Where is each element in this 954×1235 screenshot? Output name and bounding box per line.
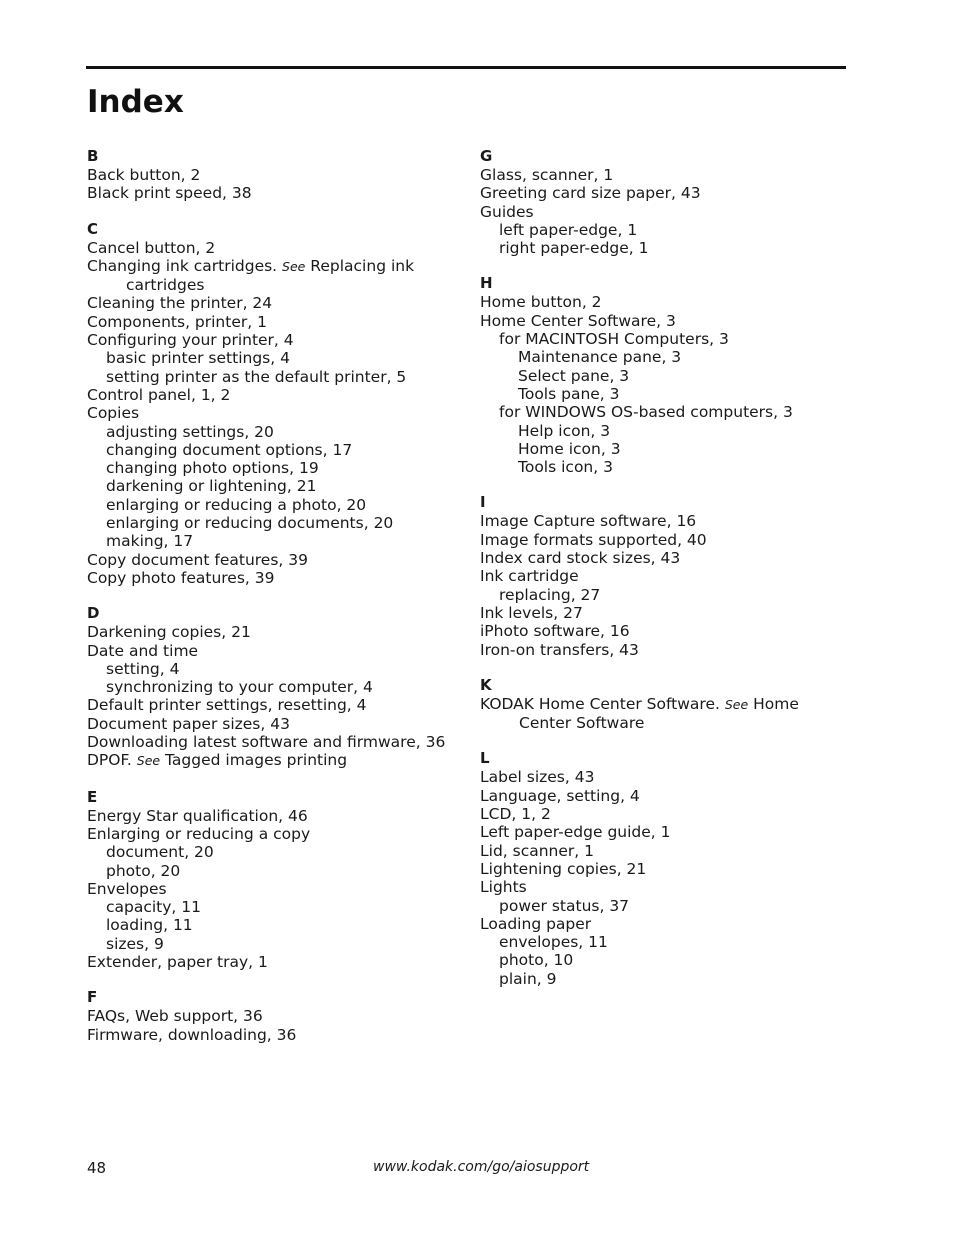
index-entry: Black print speed, 38 (87, 184, 252, 203)
index-entry: LCD, 1, 2 (480, 805, 551, 824)
index-subentry: sizes, 9 (106, 934, 164, 953)
section-letter: L (480, 749, 490, 768)
index-entry: Components, printer, 1 (87, 312, 267, 331)
index-entry: Greeting card size paper, 43 (480, 184, 701, 203)
index-entry: Lights (480, 878, 527, 897)
index-subentry: power status, 37 (499, 896, 630, 915)
section-letter: B (87, 147, 99, 165)
index-entry: Darkening copies, 21 (87, 623, 251, 642)
index-section-k (480, 676, 855, 733)
index-entry: Loading paper (480, 914, 592, 933)
index-entry: Ink levels, 27 (480, 603, 583, 622)
index-subentry: photo, 20 (106, 861, 181, 880)
index-entry: Home Center Software, 3 (480, 311, 676, 330)
index-entry: Envelopes (87, 879, 167, 898)
index-entry: Iron-on transfers, 43 (480, 640, 639, 659)
index-subentry: loading, 11 (106, 916, 193, 935)
entry-text: KODAK Home Center Software. (480, 694, 725, 713)
index-subentry: document, 20 (106, 843, 214, 862)
index-subsubentry: Tools pane, 3 (518, 384, 620, 403)
index-section-c (87, 220, 462, 588)
index-subentry: changing document options, 17 (106, 440, 353, 459)
index-section-e (87, 788, 462, 972)
index-entry-cross-reference (87, 257, 462, 276)
index-subentry: basic printer settings, 4 (106, 349, 290, 368)
index-entry: Ink cartridge (480, 567, 579, 586)
index-subsubentry: Help icon, 3 (518, 421, 611, 440)
index-section-l (480, 749, 855, 988)
section-letter: H (480, 274, 493, 293)
index-entry: Default printer settings, resetting, 4 (87, 696, 367, 715)
index-entry: Date and time (87, 641, 199, 660)
index-entry: Copy photo features, 39 (87, 568, 275, 587)
index-entry: Left paper-edge guide, 1 (480, 823, 671, 842)
page-number: 48 (87, 1159, 107, 1177)
index-subentry: plain, 9 (499, 969, 557, 988)
index-subentry: envelopes, 11 (499, 933, 608, 952)
index-subsubentry: Home icon, 3 (518, 439, 621, 458)
index-entry: Lid, scanner, 1 (480, 841, 595, 860)
index-subentry: synchronizing to your computer, 4 (106, 678, 373, 697)
index-entry: Document paper sizes, 43 (87, 714, 290, 733)
index-entry: Enlarging or reducing a copy (87, 824, 311, 843)
index-entry-continuation: cartridges (126, 276, 205, 295)
section-letter: C (87, 219, 99, 238)
index-entry: Image formats supported, 40 (480, 530, 707, 549)
index-subsubentry: Tools icon, 3 (518, 458, 613, 477)
index-section-f (87, 988, 462, 1044)
index-subentry: setting, 4 (106, 659, 180, 678)
section-letter: K (480, 675, 492, 694)
index-entry: Energy Star qualification, 46 (87, 806, 308, 825)
index-entry: Label sizes, 43 (480, 768, 595, 787)
index-column-right (480, 144, 855, 1005)
index-entry: Copy document features, 39 (87, 550, 308, 569)
index-subentry: enlarging or reducing a photo, 20 (106, 495, 367, 514)
index-entry: Cleaning the printer, 24 (87, 294, 273, 313)
index-entry: Image Capture software, 16 (480, 512, 697, 531)
index-entry: Firmware, downloading, 36 (87, 1025, 297, 1044)
index-entry-cross-reference (87, 751, 462, 770)
index-entry-cross-reference (480, 695, 855, 714)
index-entry: Cancel button, 2 (87, 238, 216, 257)
index-section-b (87, 147, 462, 203)
index-subentry: making, 17 (106, 532, 194, 551)
index-subentry: darkening or lightening, 21 (106, 477, 317, 496)
index-entry: Home button, 2 (480, 293, 602, 312)
index-entry: Back button, 2 (87, 166, 201, 184)
index-subsubentry: Select pane, 3 (518, 366, 630, 385)
entry-text: Tagged images printing (160, 751, 348, 770)
index-column-left (87, 144, 462, 1061)
index-entry: Language, setting, 4 (480, 786, 640, 805)
index-entry: Downloading latest software and firmware, 36 (87, 733, 446, 752)
entry-text: Changing ink cartridges. (87, 256, 283, 275)
index-subentry: adjusting settings, 20 (106, 422, 274, 441)
index-subentry: capacity, 11 (106, 898, 202, 917)
index-entry: Glass, scanner, 1 (480, 166, 614, 184)
index-section-h (480, 274, 855, 476)
entry-text: DPOF. (87, 751, 137, 770)
see-reference: See (724, 696, 749, 712)
index-subentry: enlarging or reducing documents, 20 (106, 514, 394, 533)
index-entry-continuation: Center Software (519, 714, 645, 733)
index-entry: Extender, paper tray, 1 (87, 952, 268, 971)
index-section-g (480, 147, 855, 257)
entry-text: Replacing ink (305, 256, 415, 275)
index-subentry: changing photo options, 19 (106, 459, 319, 478)
section-letter: G (480, 147, 493, 165)
index-subentry: replacing, 27 (499, 585, 601, 604)
index-subsubentry: Maintenance pane, 3 (518, 348, 682, 367)
index-section-i (480, 493, 855, 658)
section-letter: D (87, 604, 100, 623)
index-entry: FAQs, Web support, 36 (87, 1007, 263, 1026)
see-reference: See (282, 258, 306, 274)
index-subentry: setting printer as the default printer, 5 (106, 367, 407, 386)
footer-url: www.kodak.com/go/aiosupport (373, 1159, 590, 1175)
entry-text: Home (748, 694, 799, 713)
index-subentry: left paper-edge, 1 (499, 220, 638, 239)
index-entry: iPhoto software, 16 (480, 622, 630, 641)
index-subentry: right paper-edge, 1 (499, 239, 649, 258)
index-subentry: for WINDOWS OS-based computers, 3 (499, 403, 793, 422)
index-section-d (87, 604, 462, 770)
section-letter: I (480, 493, 486, 512)
index-entry: Control panel, 1, 2 (87, 385, 231, 404)
index-entry: Guides (480, 202, 534, 221)
section-letter: E (87, 787, 98, 806)
index-subentry: for MACINTOSH Computers, 3 (499, 330, 729, 349)
section-letter: F (87, 988, 98, 1007)
header-rule (86, 66, 846, 69)
index-entry: Index card stock sizes, 43 (480, 549, 681, 568)
page-title: Index (87, 84, 184, 120)
index-entry: Configuring your printer, 4 (87, 331, 294, 350)
index-entry: Copies (87, 404, 140, 423)
see-reference: See (136, 753, 161, 769)
index-subentry: photo, 10 (499, 951, 574, 970)
index-entry: Lightening copies, 21 (480, 859, 647, 878)
